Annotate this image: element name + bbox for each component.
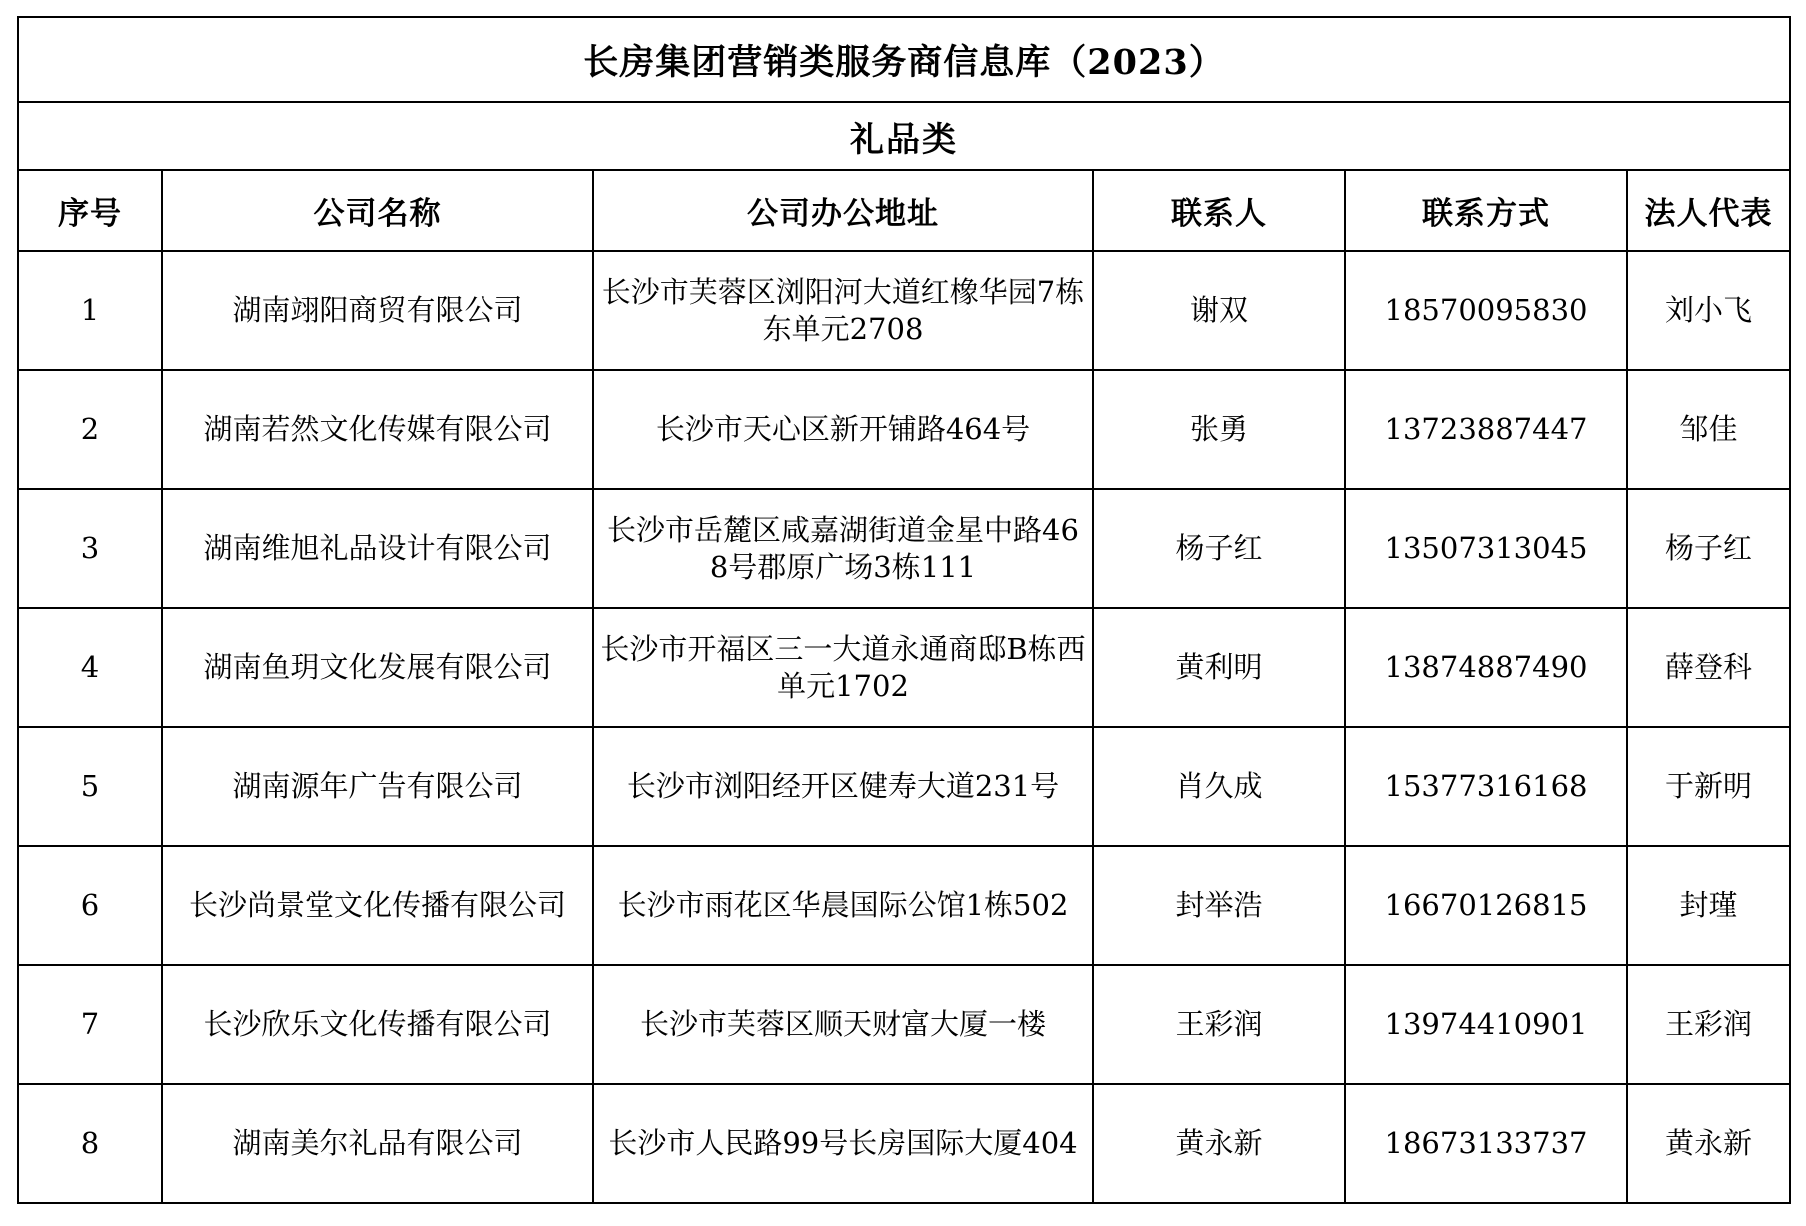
cell-address: 长沙市芙蓉区浏阳河大道红橡华园7栋东单元2708 (593, 251, 1093, 370)
cell-address: 长沙市岳麓区咸嘉湖街道金星中路468号郡原广场3栋111 (593, 489, 1093, 608)
sheet-title: 长房集团营销类服务商信息库（2023） (18, 17, 1790, 102)
cell-company: 湖南鱼玥文化发展有限公司 (162, 608, 593, 727)
cell-contact: 王彩润 (1093, 965, 1345, 1084)
header-row (18, 170, 1790, 251)
table-row (18, 727, 1790, 846)
cell-contact: 肖久成 (1093, 727, 1345, 846)
cell-address: 长沙市浏阳经开区健寿大道231号 (593, 727, 1093, 846)
column-header-index: 序号 (18, 170, 162, 251)
cell-legal-rep: 杨子红 (1627, 489, 1790, 608)
column-header-contact: 联系人 (1093, 170, 1345, 251)
column-header-address: 公司办公地址 (593, 170, 1093, 251)
cell-contact: 谢双 (1093, 251, 1345, 370)
table-row (18, 489, 1790, 608)
cell-address: 长沙市天心区新开铺路464号 (593, 370, 1093, 489)
table-row (18, 370, 1790, 489)
title-row (18, 17, 1790, 102)
cell-legal-rep: 薛登科 (1627, 608, 1790, 727)
cell-contact: 杨子红 (1093, 489, 1345, 608)
cell-company: 长沙尚景堂文化传播有限公司 (162, 846, 593, 965)
cell-company: 湖南源年广告有限公司 (162, 727, 593, 846)
table-row (18, 1084, 1790, 1203)
cell-company: 湖南美尔礼品有限公司 (162, 1084, 593, 1203)
cell-phone: 18570095830 (1345, 251, 1627, 370)
column-header-legal-rep: 法人代表 (1627, 170, 1790, 251)
supplier-table (17, 16, 1791, 1204)
category-label: 礼品类 (18, 102, 1790, 170)
cell-contact: 封举浩 (1093, 846, 1345, 965)
cell-phone: 15377316168 (1345, 727, 1627, 846)
cell-phone: 16670126815 (1345, 846, 1627, 965)
cell-index: 2 (18, 370, 162, 489)
cell-phone: 13974410901 (1345, 965, 1627, 1084)
cell-index: 7 (18, 965, 162, 1084)
cell-legal-rep: 于新明 (1627, 727, 1790, 846)
cell-index: 8 (18, 1084, 162, 1203)
cell-index: 3 (18, 489, 162, 608)
cell-legal-rep: 黄永新 (1627, 1084, 1790, 1203)
cell-legal-rep: 封瑾 (1627, 846, 1790, 965)
cell-legal-rep: 刘小飞 (1627, 251, 1790, 370)
cell-phone: 13874887490 (1345, 608, 1627, 727)
cell-company: 湖南若然文化传媒有限公司 (162, 370, 593, 489)
table-row (18, 846, 1790, 965)
cell-address: 长沙市芙蓉区顺天财富大厦一楼 (593, 965, 1093, 1084)
supplier-sheet (17, 16, 1789, 1204)
cell-contact: 黄永新 (1093, 1084, 1345, 1203)
cell-index: 5 (18, 727, 162, 846)
column-header-phone: 联系方式 (1345, 170, 1627, 251)
cell-company: 长沙欣乐文化传播有限公司 (162, 965, 593, 1084)
cell-company: 湖南维旭礼品设计有限公司 (162, 489, 593, 608)
cell-address: 长沙市开福区三一大道永通商邸B栋西单元1702 (593, 608, 1093, 727)
cell-legal-rep: 王彩润 (1627, 965, 1790, 1084)
table-row (18, 965, 1790, 1084)
cell-index: 6 (18, 846, 162, 965)
cell-phone: 13723887447 (1345, 370, 1627, 489)
cell-address: 长沙市雨花区华晨国际公馆1栋502 (593, 846, 1093, 965)
column-header-company: 公司名称 (162, 170, 593, 251)
table-row (18, 251, 1790, 370)
table-row (18, 608, 1790, 727)
cell-company: 湖南翊阳商贸有限公司 (162, 251, 593, 370)
cell-phone: 18673133737 (1345, 1084, 1627, 1203)
cell-address: 长沙市人民路99号长房国际大厦404 (593, 1084, 1093, 1203)
cell-index: 1 (18, 251, 162, 370)
cell-legal-rep: 邹佳 (1627, 370, 1790, 489)
cell-index: 4 (18, 608, 162, 727)
cell-contact: 张勇 (1093, 370, 1345, 489)
cell-phone: 13507313045 (1345, 489, 1627, 608)
cell-contact: 黄利明 (1093, 608, 1345, 727)
category-row (18, 102, 1790, 170)
